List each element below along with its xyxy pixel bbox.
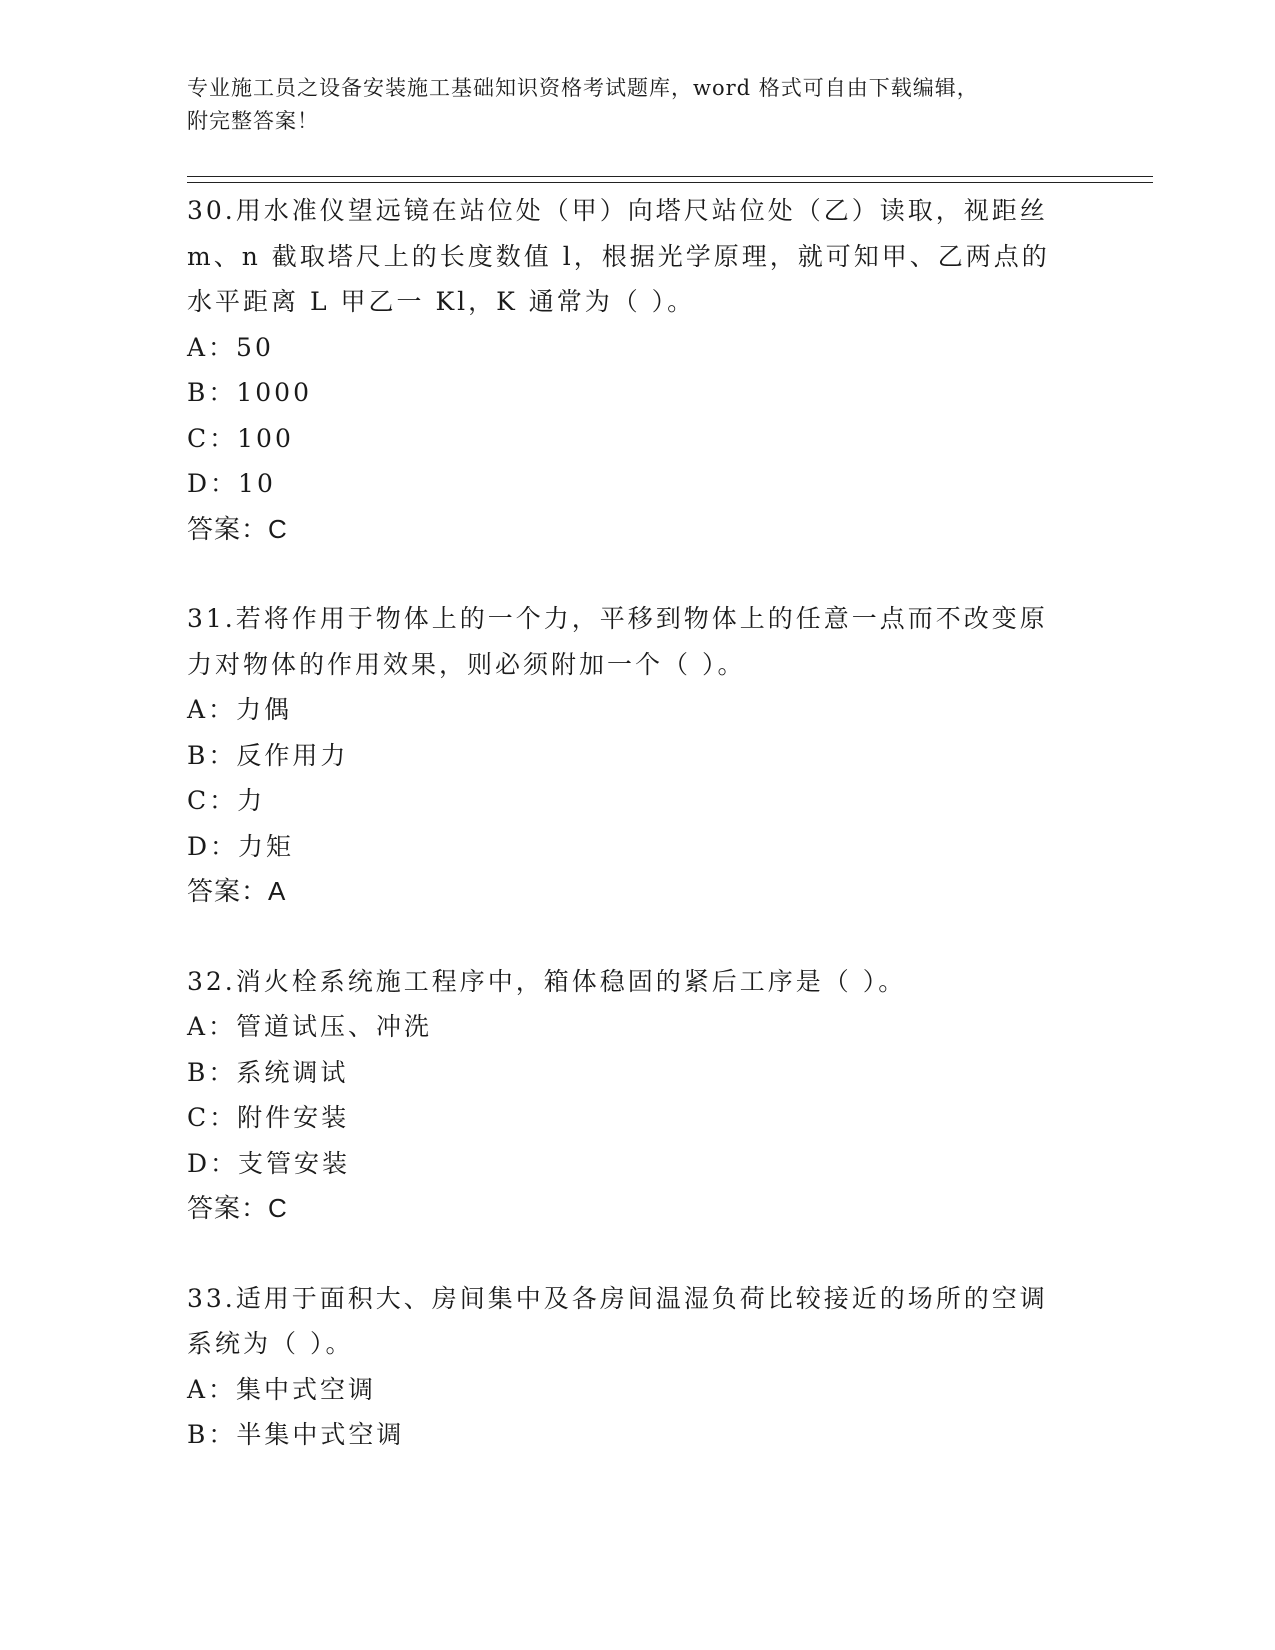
header-rule-bottom [187, 182, 1153, 183]
option-a: A：集中式空调 [187, 1374, 377, 1404]
question-stem: 32.消火栓系统施工程序中，箱体稳固的紧后工序是（ ）。 [187, 966, 907, 996]
question-32 [187, 959, 1087, 1232]
option-c: C：附件安装 [187, 1103, 350, 1132]
option-b: B：反作用力 [187, 740, 349, 770]
option-a: A：管道试压、冲洗 [187, 1012, 433, 1041]
header-rule-top [187, 176, 1153, 177]
option-d: D：力矩 [187, 831, 295, 861]
option-c: C：力 [187, 786, 266, 815]
option-b: B：1000 [187, 378, 312, 407]
header-line-1: 专业施工员之设备安装施工基础知识资格考试题库，word 格式可自由下载编辑， [187, 76, 979, 100]
question-stem: 水平距离 L 甲乙一 Kl，K 通常为（ ）。 [187, 287, 696, 316]
option-d: D：支管安装 [187, 1148, 351, 1178]
question-stem: 33.适用于面积大、房间集中及各房间温湿负荷比较接近的场所的空调 [187, 1283, 1048, 1313]
question-31 [187, 596, 1087, 915]
question-stem: 系统为（ ）。 [187, 1329, 354, 1358]
question-stem: 30.用水准仪望远镜在站位处（甲）向塔尺站位处（乙）读取，视距丝 [187, 196, 1048, 225]
header-line-2: 附完整答案！ [187, 109, 319, 133]
option-a: A：力偶 [187, 695, 293, 724]
option-b: B：半集中式空调 [187, 1420, 405, 1449]
question-list [187, 188, 1087, 1502]
answer-line: 答案：C [187, 513, 288, 544]
option-a: A：50 [187, 332, 274, 362]
question-stem: m、n 截取塔尺上的长度数值 l，根据光学原理，就可知甲、乙两点的 [187, 241, 1050, 271]
answer-line: 答案：C [187, 1193, 288, 1223]
option-b: B：系统调试 [187, 1057, 349, 1087]
question-33 [187, 1276, 1087, 1458]
answer-line: 答案：A [187, 876, 287, 906]
option-c: C：100 [187, 423, 294, 453]
document-header [187, 72, 1087, 138]
option-d: D：10 [187, 469, 276, 498]
question-stem: 31.若将作用于物体上的一个力，平移到物体上的任意一点而不改变原 [187, 604, 1048, 633]
question-30 [187, 188, 1087, 552]
question-stem: 力对物体的作用效果，则必须附加一个（ ）。 [187, 649, 746, 679]
